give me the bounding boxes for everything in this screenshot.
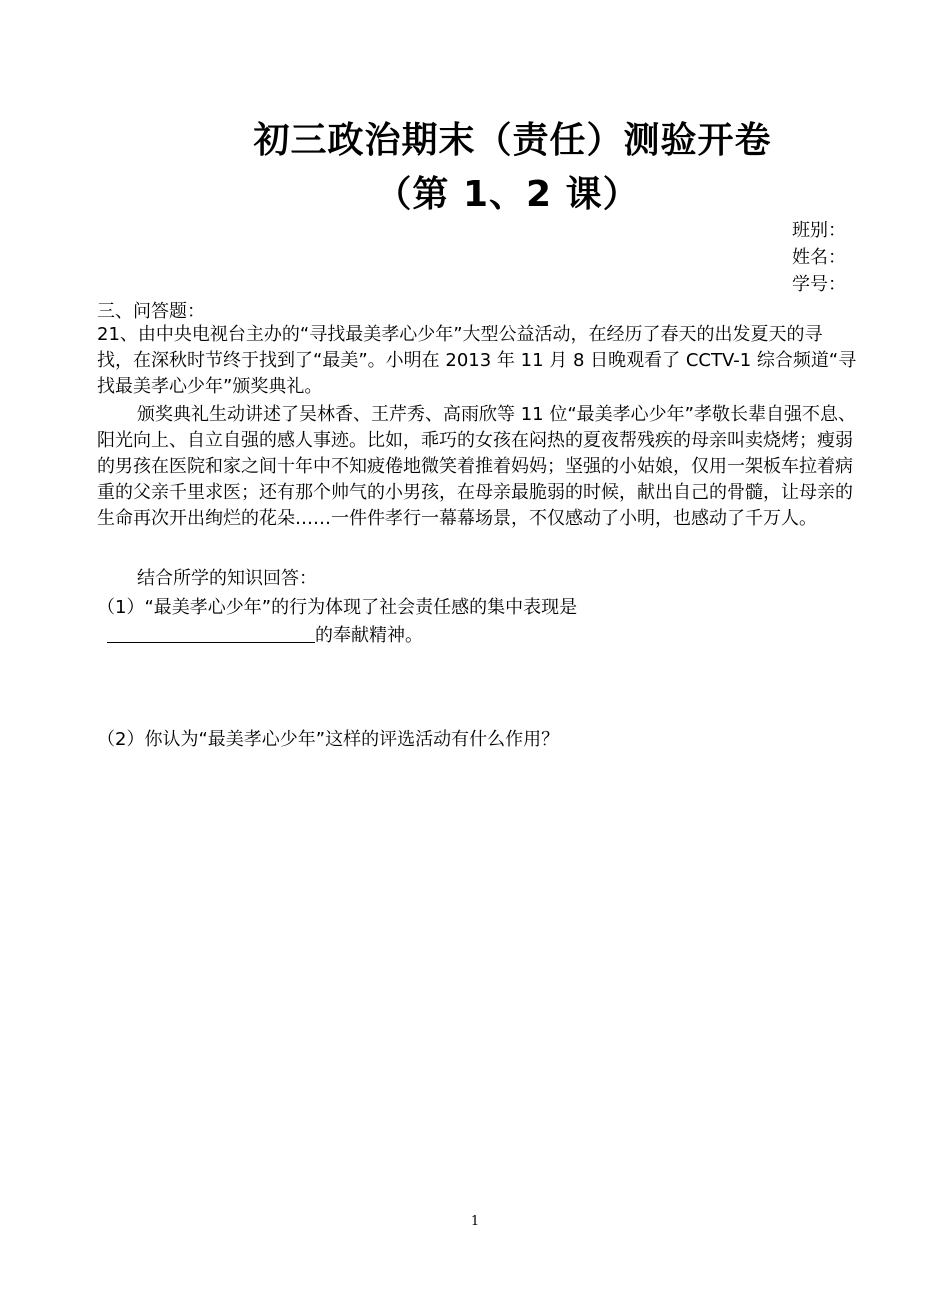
answer-suffix: 的奉献精神。: [315, 625, 423, 646]
sub-question-1: （1）“最美孝心少年”的行为体现了社会责任感的集中表现是: [97, 597, 578, 618]
question-intro: 21、由中央电视台主办的“寻找最美孝心少年”大型公益活动，在经历了春天的出发夏天的寻找，在深秋时节终于找到了“最美”。小明在 2013 年 11 月 8 日晚观看了 CCTV-1 综合频道“寻找最美孝心少年”颁奖典礼。: [97, 324, 857, 397]
question-paragraph: 颁奖典礼生动讲述了吴林香、王芹秀、高雨欣等 11 位“最美孝心少年”孝敬长辈自强不息、阳光向上、自立自强的感人事迹。比如，乖巧的女孩在闷热的夏夜帮残疾的母亲叫卖烧烤；瘦弱的男孩在医院和家之间十年中不知疲倦地微笑着推着妈妈；坚强的小姑娘，仅用一架板车拉着病重的父亲千里求医；还有那个帅气的小男孩，在母亲最脆弱的时候，献出自己的骨髓，让母亲的生命再次开出绚烂的花朵……一件件孝行一幕幕场景，不仅感动了小明，也感动了千万人。: [97, 404, 856, 529]
document-subtitle: （第 1、2 课）: [375, 174, 640, 215]
answer-line-1: [107, 621, 423, 647]
class-label: 班别：: [792, 220, 846, 241]
student-id-label: 学号：: [792, 274, 846, 295]
question-instruction: 结合所学的知识回答：: [137, 568, 317, 589]
section-heading: 三、问答题：: [97, 301, 205, 322]
page-number: 1: [470, 1214, 480, 1229]
sub-question-2: （2）你认为“最美孝心少年”这样的评选活动有什么作用？: [97, 729, 560, 750]
name-label: 姓名：: [792, 247, 846, 268]
answer-blank[interactable]: [107, 624, 315, 643]
document-title: 初三政治期末（责任）测验开卷: [253, 120, 772, 161]
